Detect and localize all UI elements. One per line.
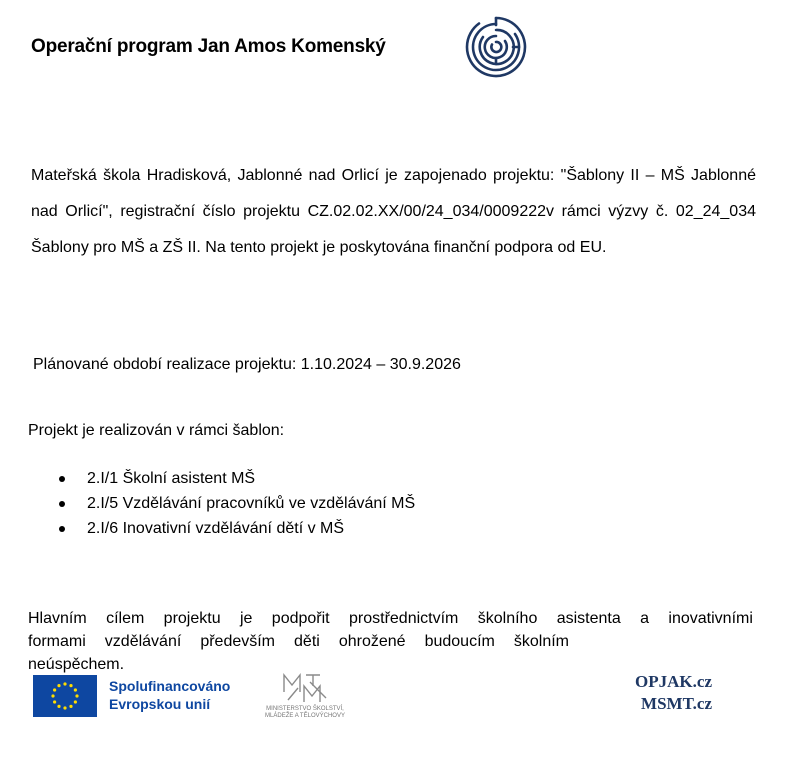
eu-star-icon: [57, 705, 60, 708]
templates-list: [55, 466, 415, 541]
eu-star-icon: [69, 684, 72, 687]
project-goal-paragraph: [28, 607, 753, 676]
eu-cofinancing-text: Spolufinancováno Evropskou unií: [109, 678, 231, 712]
eu-star-icon: [57, 684, 60, 687]
goal-line-3: neúspěchem.: [28, 656, 125, 673]
eu-star-icon: [63, 706, 66, 709]
list-item: 2.I/5 Vzdělávání pracovníků ve vzdělávání MŠ: [55, 491, 415, 516]
msmt-logo: [256, 672, 354, 720]
msmt-monogram-icon: [280, 672, 330, 704]
eu-star-icon: [53, 700, 56, 703]
bullet-icon: [59, 501, 65, 507]
eu-cofinancing-logo: [33, 675, 231, 717]
eu-star-icon: [63, 682, 66, 685]
list-item: 2.I/6 Inovativní vzdělávání dětí v MŠ: [55, 516, 415, 541]
eu-star-icon: [74, 688, 77, 691]
project-period: Plánované období realizace projektu: 1.10.2024 – 30.9.2026: [33, 356, 461, 373]
goal-line-2: formami vzdělávání především děti ohrožené budoucím školním: [28, 633, 569, 650]
footer-links: [600, 671, 712, 715]
eu-star-icon: [75, 694, 78, 697]
concentric-maze-logo-icon: [465, 16, 527, 78]
project-intro-paragraph: Mateřská škola Hradisková, Jablonné nad Orlicí je zapojenado projektu: "Šablony II – MŠ Jablonné nad Orlicí", registrační číslo projektu CZ.02.02.XX/00/24_034/0009222v rámci výzvy č. 02_24_034 Šablony pro MŠ a ZŠ II. Na tento projekt je poskytována finanční podpora od EU.: [31, 167, 756, 256]
goal-line-1: Hlavním cílem projektu je podpořit prostřednictvím školního asistenta a inovativními: [28, 610, 753, 627]
eu-star-icon: [69, 705, 72, 708]
templates-lead: Projekt je realizován v rámci šablon:: [28, 422, 285, 439]
msmt-caption: MINISTERSTVO ŠKOLSTVÍ, MLÁDEŽE A TĚLOVÝCHOVY: [265, 706, 345, 719]
opjak-link[interactable]: OPJAK.cz: [635, 672, 712, 691]
msmt-link[interactable]: MSMT.cz: [641, 694, 712, 713]
bullet-icon: [59, 476, 65, 482]
eu-flag-icon: [33, 675, 97, 717]
bullet-icon: [59, 526, 65, 532]
list-item: 2.I/1 Školní asistent MŠ: [55, 466, 415, 491]
eu-star-icon: [53, 688, 56, 691]
eu-star-icon: [51, 694, 54, 697]
page-title: Operační program Jan Amos Komenský: [31, 36, 386, 57]
eu-star-icon: [74, 700, 77, 703]
